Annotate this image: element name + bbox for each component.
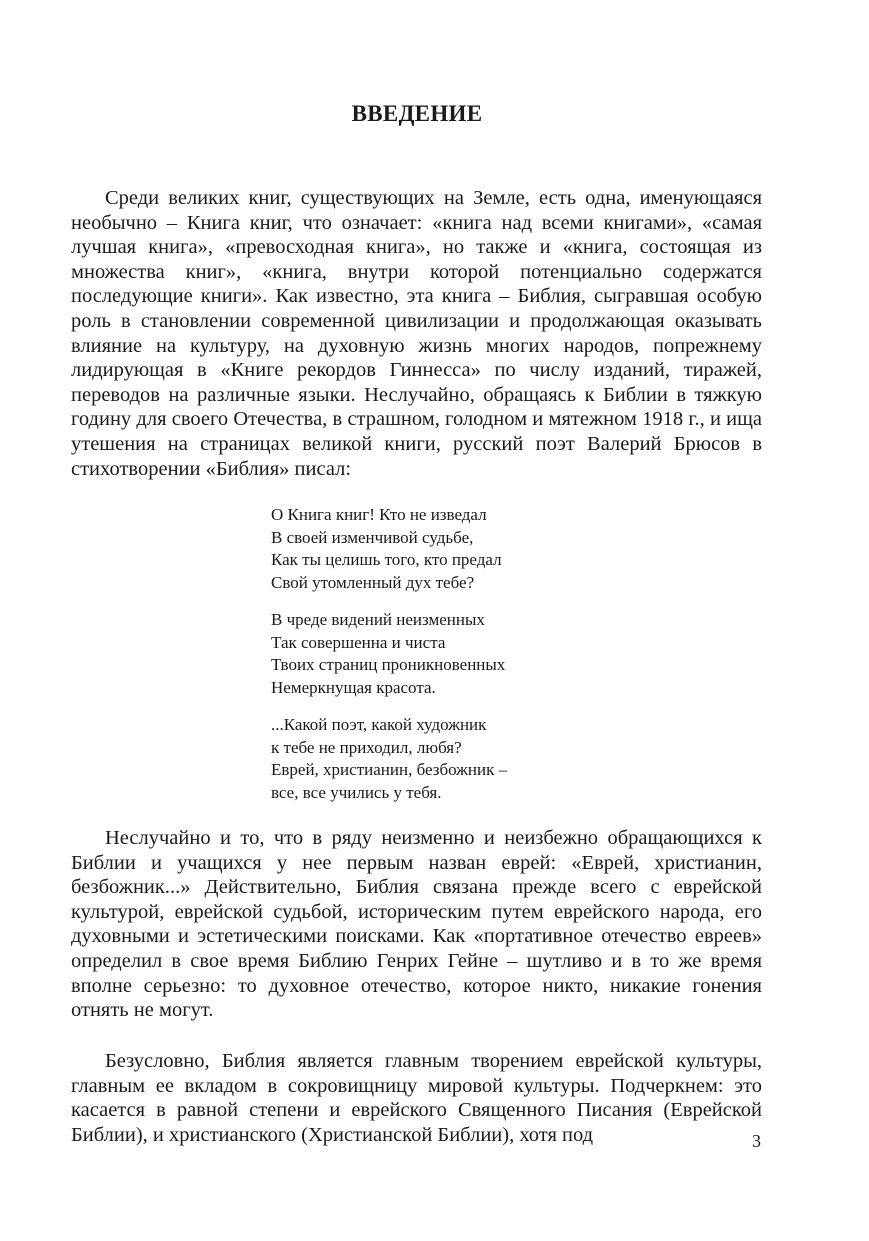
paragraph-main-creation: Безусловно, Библия является главным творением еврейской культуры, главным ее вкладом в сокровищницу мировой культуры. Подчеркнем: это касается в равной степени и еврейского Священного Писания (Еврейской Библии), и христианского (Христианской Библии), хотя под xyxy=(71,1050,762,1146)
page-number: 3 xyxy=(752,1131,761,1151)
paragraph-intro: Среди великих книг, существующих на Земле, есть одна, именующаяся необычно – Книга книг, что означает: «книга над всеми книгами», «самая лучшая книга», «превосходная книга», но также и «книга, состоящая из множества книг», «книга, внутри которой потенциально содержатся последующие книги». Как известно, эта книга – Библия, сыгравшая особую роль в становлении современной цивилизации и продолжающая оказывать влияние на культуру, на духовную жизнь многих народов, попрежнему лидирующая в «Книге рекордов Гиннесса» по числу изданий, тиражей, переводов на различные языки. Неслучайно, обращаясь к Библии в тяжкую годину для своего Отечества, в страшном, голодном и мятежном 1918 г., и ища утешения на страницах великой книги, русский поэт Валерий Брюсов в стихотворении «Библия» писал: xyxy=(71,187,762,480)
poem-stanza-3: ...Какой поэт, какой художник к тебе не приходил, любя? Еврей, христианин, безбожник – все, все учились у тебя. xyxy=(271,715,508,802)
poem-stanza-1: О Книга книг! Кто не изведал В своей изменчивой судьбе, Как ты целишь того, кто предал Свой утомленный дух тебе? xyxy=(271,505,502,592)
chapter-heading: ВВЕДЕНИЕ xyxy=(351,101,483,126)
poem-stanza-2: В чреде видений неизменных Так совершенна и чиста Твоих страниц проникновенных Немеркнущая красота. xyxy=(271,610,506,697)
paragraph-jewish-culture: Неслучайно и то, что в ряду неизменно и неизбежно обращающихся к Библии и учащихся у нее первым назван еврей: «Еврей, христианин, безбожник...» Действительно, Библия связана прежде всего с еврейской культурой, еврейской судьбой, историческим путем еврейского народа, его духовными и эстетическими поисками. Как «портативное отечество евреев» определил в свое время Библию Генрих Гейне – шутливо и в то же время вполне серьезно: то духовное отечество, которое никто, никакие гонения отнять не могут. xyxy=(71,827,762,1022)
